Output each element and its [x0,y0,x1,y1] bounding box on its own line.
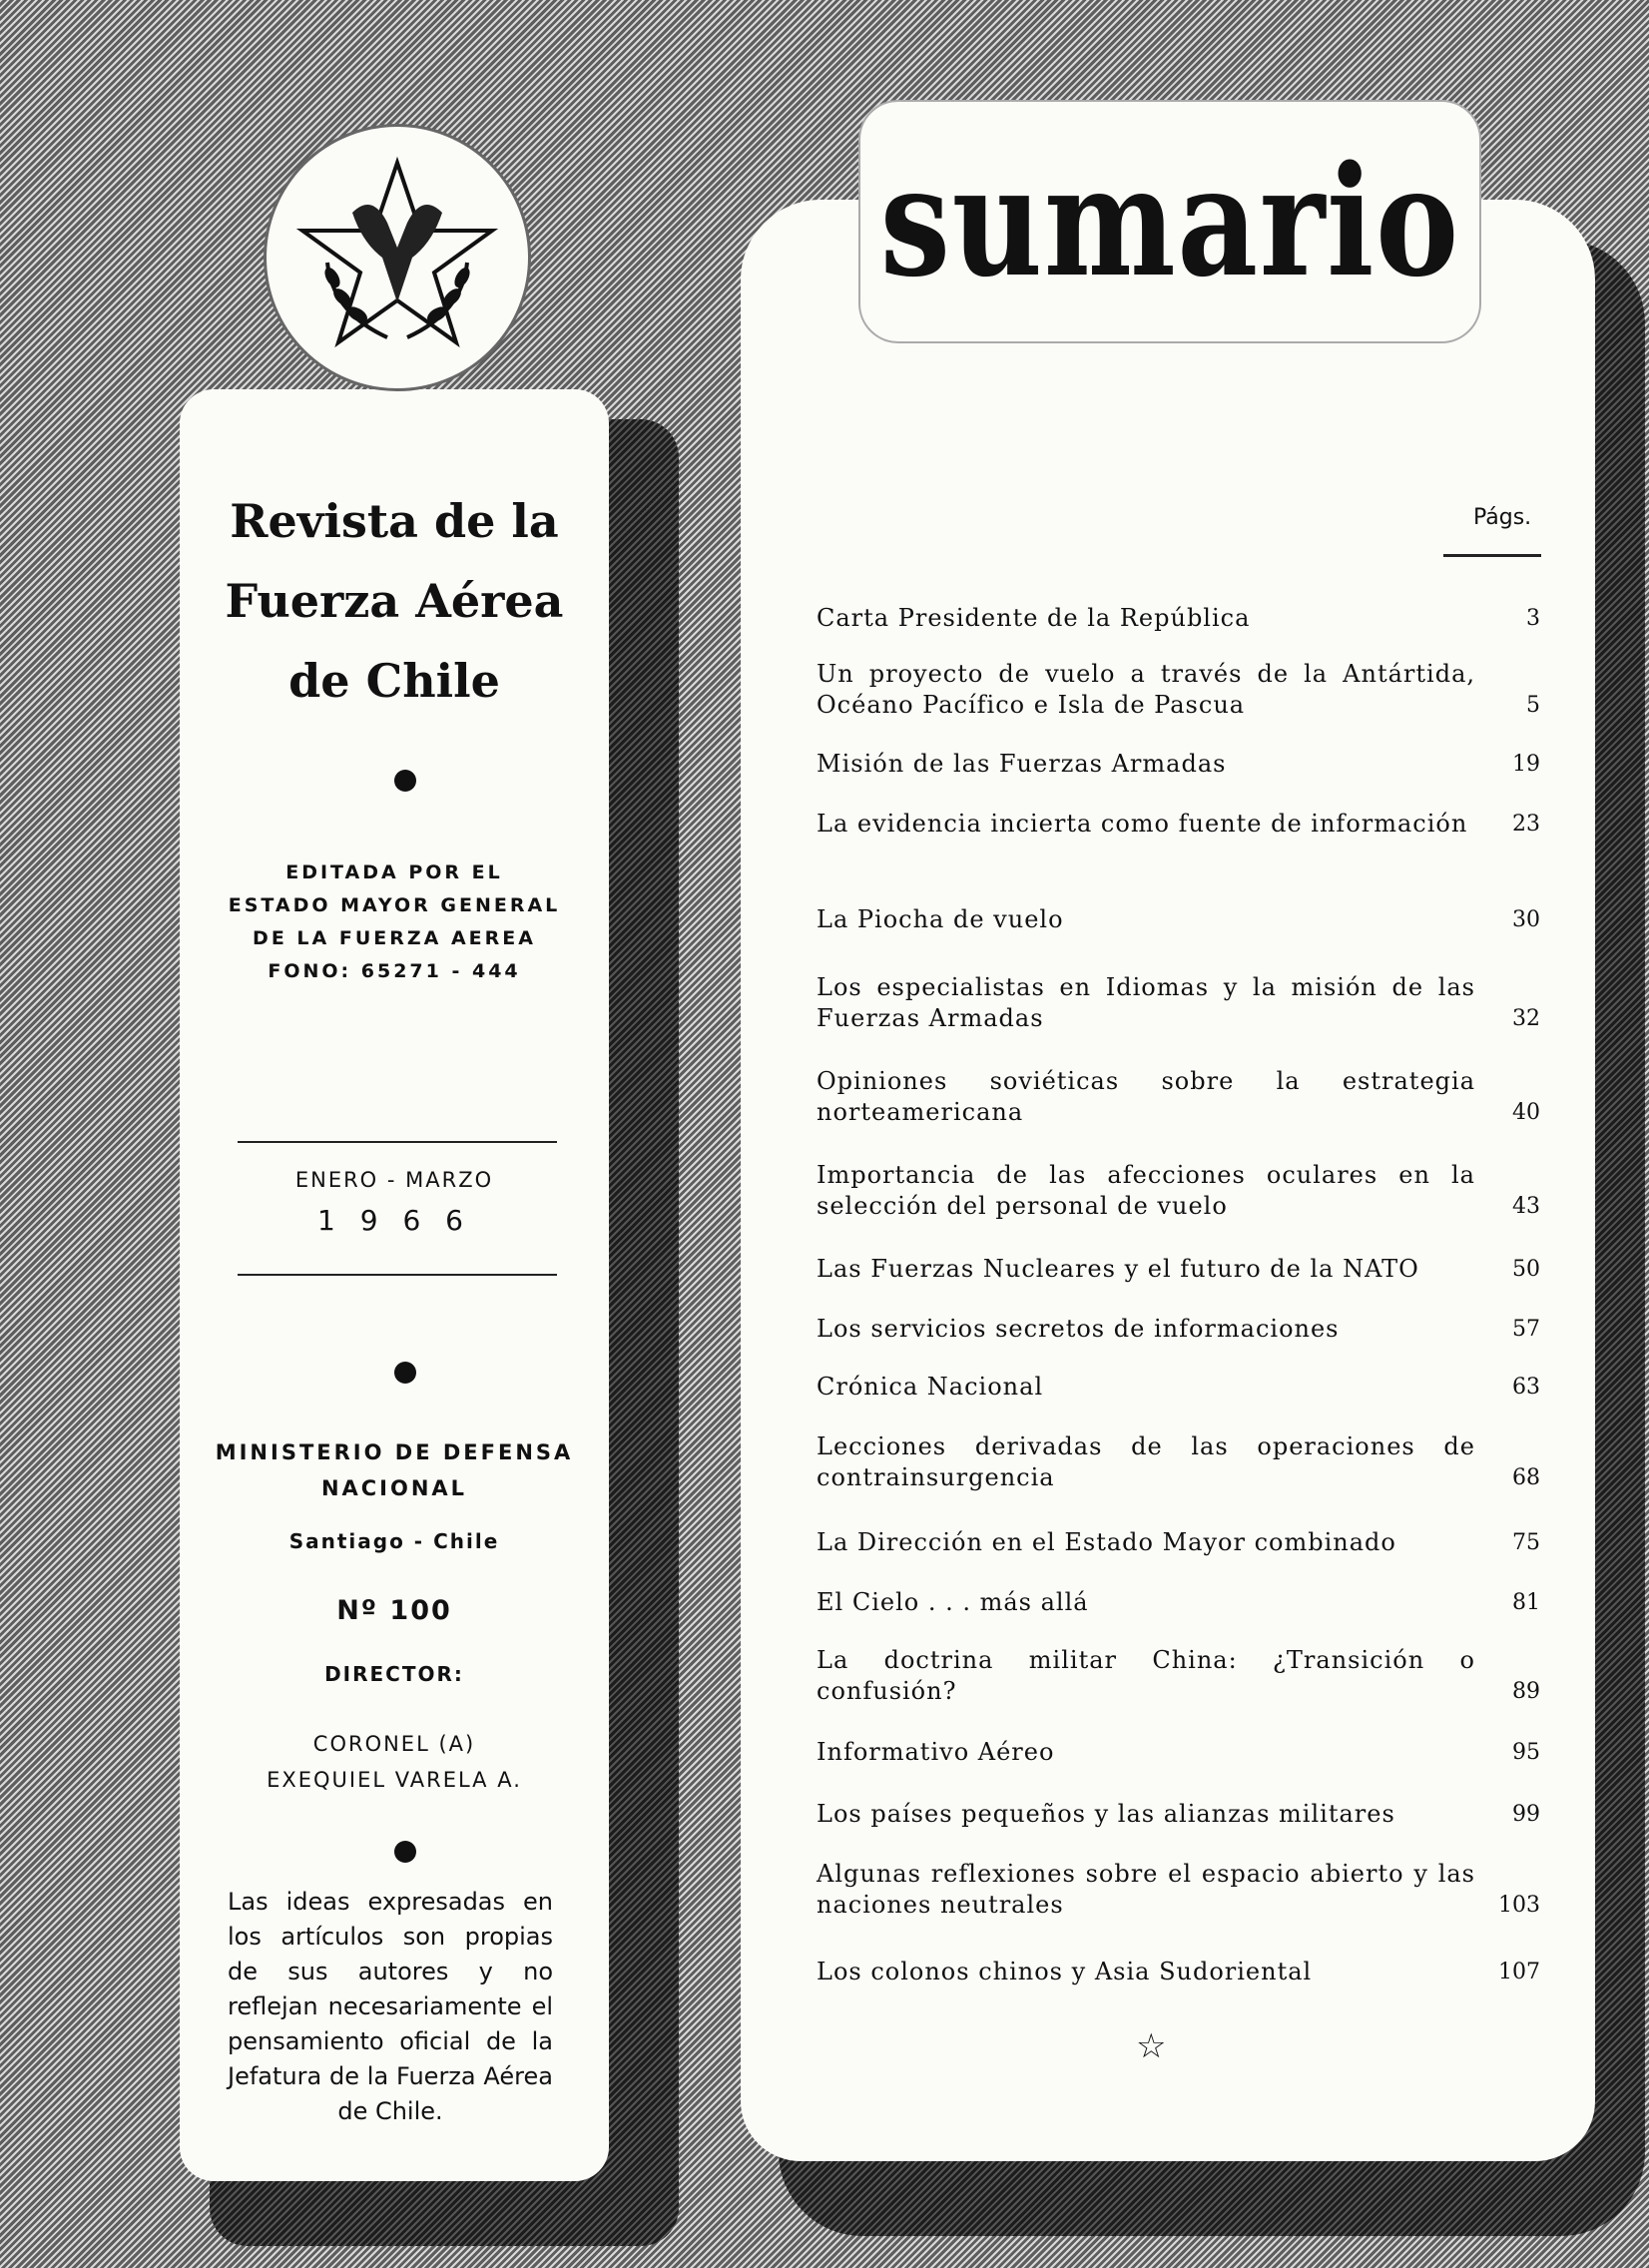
director-label: DIRECTOR: [324,1662,464,1686]
toc-entry-title: Opiniones soviéticas sobre la estrategia norteamericana [817,1067,1475,1126]
editor-line: DE LA FUERZA AEREA [253,927,536,949]
divider [238,1274,557,1276]
director-line: EXEQUIEL VARELA A. [267,1768,522,1792]
toc-entry-title: Informativo Aéreo [817,1738,1055,1766]
pages-label-rule [1443,554,1541,557]
issue-number: Nº 100 [336,1595,452,1626]
toc-entry-title: Los especialistas en Idiomas y la misión de las Fuerzas Armadas [817,973,1475,1032]
toc-entry-page: 81 [1512,1590,1540,1615]
toc-entry [817,904,1540,935]
toc-entry-title: Un proyecto de vuelo a través de la Antártida, Océano Pacífico e Isla de Pascua [817,660,1475,719]
toc-entry-page: 57 [1512,1317,1540,1342]
toc-entry-title: El Cielo . . . más allá [817,1588,1089,1616]
magazine-title [180,481,609,721]
toc-entry-page: 43 [1512,1194,1540,1219]
toc-entry-title: Las Fuerzas Nucleares y el futuro de la NATO [817,1255,1419,1283]
toc-entry-title: Carta Presidente de la República [817,604,1251,632]
toc-entry [817,1527,1540,1558]
magazine-title-line: Revista de la [230,494,559,548]
ministry [180,1434,609,1506]
toc-entry [817,1431,1540,1493]
toc-entry-page: 32 [1512,1006,1540,1031]
toc-entry-page: 50 [1512,1257,1540,1282]
bullet-dot [394,770,416,792]
toc-entry [817,1066,1540,1128]
toc-entry-page: 30 [1512,907,1540,932]
toc-entry-page: 89 [1512,1679,1540,1704]
toc-entry [817,1859,1540,1921]
director-line: CORONEL (A) [312,1732,476,1756]
pages-label: Págs. [1473,505,1532,530]
toc-entry-page: 63 [1512,1375,1540,1400]
toc-entry-title: Los colonos chinos y Asia Sudoriental [817,1958,1313,1985]
toc-entry-page: 40 [1512,1100,1540,1125]
toc-entry-page: 103 [1498,1893,1540,1918]
divider [238,1141,557,1143]
eagle-star-icon [292,153,502,362]
editor-info [180,856,609,988]
editor-line: ESTADO MAYOR GENERAL [228,894,561,916]
toc-entry [817,749,1540,780]
toc-entry [817,1645,1540,1707]
toc-entry-page: 3 [1526,606,1540,631]
ministry-line: NACIONAL [320,1476,468,1500]
toc-entry [817,1254,1540,1285]
toc-entry [817,1314,1540,1345]
toc-entry-title: Misión de las Fuerzas Armadas [817,750,1227,778]
toc-entry [817,972,1540,1034]
toc-entry-page: 95 [1512,1740,1540,1765]
disclaimer-notice: Las ideas expresadas en los artículos son propias de sus autores y no reflejan necesariamente el pensamiento oficial de la Jefatura de la Fuerza Aérea de Chile. [228,1888,553,2125]
toc-entry [817,1737,1540,1768]
toc-entry-title: Los países pequeños y las alianzas militares [817,1800,1395,1828]
toc-entry [817,1372,1540,1403]
star-outline-icon: ☆ [1136,2026,1167,2066]
sumario-title: sumario [879,132,1460,310]
toc-entry [817,1160,1540,1222]
toc-entry-page: 68 [1512,1465,1540,1490]
magazine-title-line: Fuerza Aérea [225,574,564,628]
toc-entry-title: La doctrina militar China: ¿Transición o confusión? [817,1646,1475,1705]
toc-entry-page: 75 [1512,1530,1540,1555]
bullet-dot [394,1362,416,1384]
toc-entry [817,1587,1540,1618]
toc-entry [817,809,1540,840]
toc-entry-title: Algunas reflexiones sobre el espacio abierto y las naciones neutrales [817,1860,1475,1919]
toc-entry-page: 23 [1512,812,1540,837]
toc-entry-page: 107 [1498,1960,1540,1984]
sumario-title-box [858,100,1481,343]
toc-entry-title: Lecciones derivadas de las operaciones de contrainsurgencia [817,1432,1475,1491]
issue-months: ENERO - MARZO [294,1168,494,1192]
toc-entry-page: 19 [1512,752,1540,777]
magazine-title-line: de Chile [288,654,500,708]
toc-entry-title: La Dirección en el Estado Mayor combinado [817,1528,1396,1556]
bullet-dot [394,1841,416,1863]
toc-entry-title: Crónica Nacional [817,1373,1044,1401]
toc-entry-title: La evidencia incierta como fuente de información [817,810,1468,838]
ministry-line: MINISTERIO DE DEFENSA [215,1440,574,1464]
toc-entry-title: Importancia de las afecciones oculares en la selección del personal de vuelo [817,1161,1475,1220]
director-name [180,1726,609,1798]
toc-entry [817,659,1540,721]
toc-entry [817,1957,1540,1987]
toc-entry-page: 99 [1512,1802,1540,1827]
toc-entry-title: La Piocha de vuelo [817,905,1064,933]
location: Santiago - Chile [288,1529,500,1553]
toc-entry [817,1799,1540,1830]
toc-entry-page: 5 [1526,693,1540,718]
air-force-emblem [264,124,531,391]
toc-entry [817,603,1540,634]
editor-line: EDITADA POR EL [285,861,503,883]
editor-line: FONO: 65271 - 444 [268,960,521,982]
toc-entry-title: Los servicios secretos de informaciones [817,1315,1340,1343]
issue-year: 1 9 6 6 [317,1204,471,1237]
